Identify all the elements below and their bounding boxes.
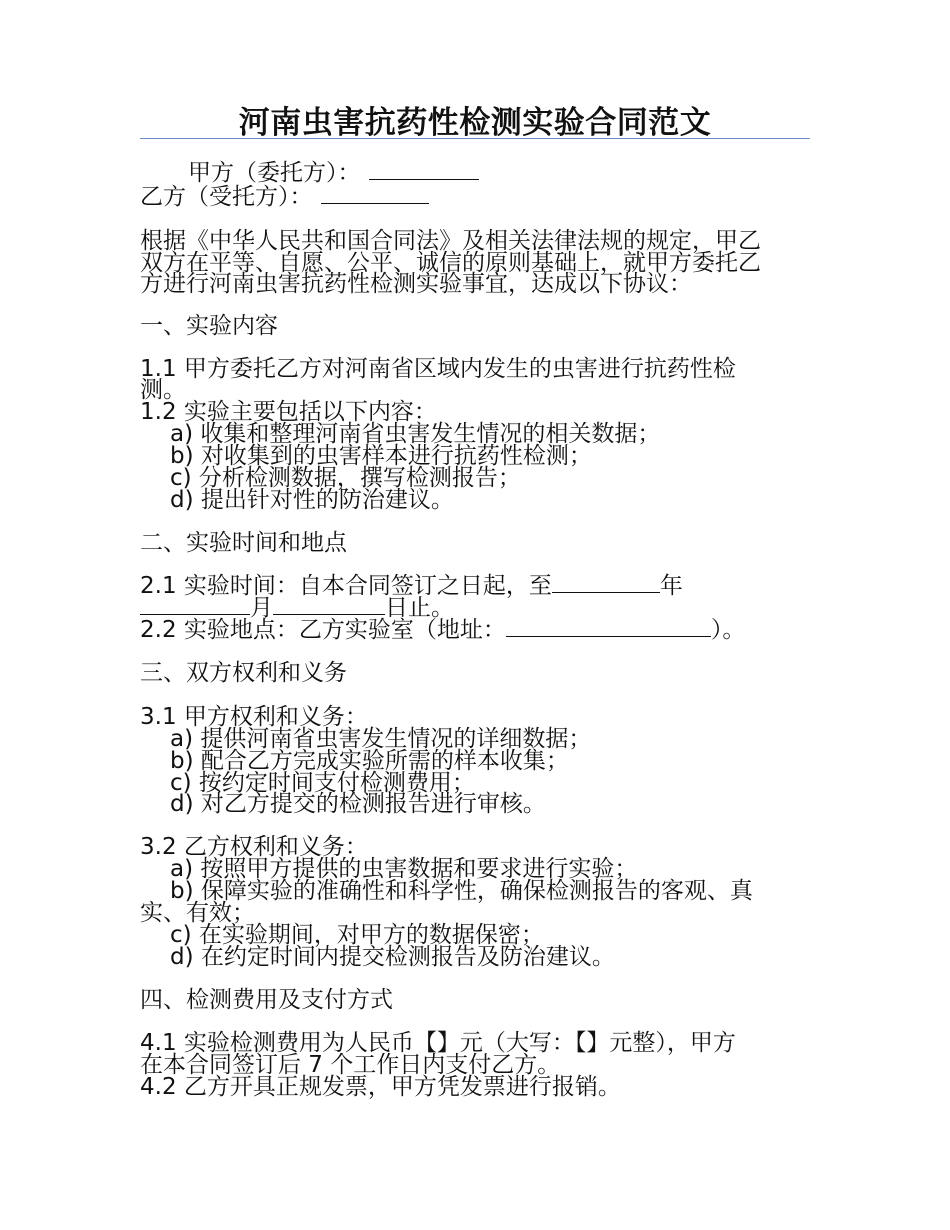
year-label: 年 [659, 573, 683, 599]
clause-text: 3.1 甲方权利和义务： [140, 704, 368, 730]
clause-text: 3.2 乙方权利和义务： [140, 834, 368, 860]
party-a-blank [369, 161, 479, 180]
section-heading: 四、检测费用及支付方式 [140, 987, 393, 1013]
list-item: b) 保障实验的准确性和科学性，确保检测报告的客观、真 [170, 878, 753, 904]
clause-text: 在本合同签订后 7 个工作日内支付乙方。 [140, 1052, 561, 1078]
list-item: c) 在实验期间，对甲方的数据保密； [170, 922, 544, 948]
list-item: a) 按照甲方提供的虫害数据和要求进行实验； [170, 856, 638, 882]
clause-text: 测。 [140, 377, 186, 403]
intro-line: 方进行河南虫害抗药性检测实验事宜，达成以下协议： [140, 271, 692, 297]
intro-line: 双方在平等、自愿、公平、诚信的原则基础上，就甲方委托乙 [140, 250, 761, 276]
end-day-blank [273, 596, 385, 615]
clause-text: 4.2 乙方开具正规发票，甲方凭发票进行报销。 [140, 1074, 621, 1100]
list-item: a) 收集和整理河南省虫害发生情况的相关数据； [170, 421, 661, 447]
party-a-line [188, 160, 479, 186]
list-item: d) 对乙方提交的检测报告进行审核。 [170, 791, 546, 817]
list-item: c) 分析检测数据，撰写检测报告； [170, 465, 521, 491]
end-year-blank [552, 574, 660, 593]
list-item: d) 在约定时间内提交检测报告及防治建议。 [170, 944, 615, 970]
party-b-blank [321, 185, 429, 204]
list-item: b) 配合乙方完成实验所需的样本收集； [170, 748, 569, 774]
day-label: 日止。 [385, 595, 454, 621]
list-item: b) 对收集到的虫害样本进行抗药性检测； [170, 443, 592, 469]
clause-text: 1.1 甲方委托乙方对河南省区域内发生的虫害进行抗药性检 [140, 356, 736, 382]
clause-text: ）。 [710, 617, 746, 643]
party-b-line [140, 184, 429, 210]
title-underline [140, 138, 810, 139]
party-b-label: 乙方（受托方）： [140, 184, 313, 210]
clause-2-2-line [140, 617, 745, 643]
party-a-label: 甲方（委托方）： [188, 160, 361, 186]
clause-text: 4.1 实验检测费用为人民币【】元（大写：【】元整），甲方 [140, 1030, 736, 1056]
month-label: 月 [250, 595, 273, 621]
section-heading: 二、实验时间和地点 [140, 530, 347, 556]
list-item: d) 提出针对性的防治建议。 [170, 487, 454, 513]
section-heading: 三、双方权利和义务 [140, 660, 347, 686]
clause-text: 2.1 实验时间：自本合同签订之日起，至 [140, 573, 552, 599]
address-blank [506, 618, 711, 637]
end-month-blank [140, 596, 250, 615]
document-title: 河南虫害抗药性检测实验合同范文 [238, 105, 712, 141]
section-heading: 一、实验内容 [140, 313, 278, 339]
list-item: 实、有效； [140, 900, 255, 926]
clause-text: 2.2 实验地点：乙方实验室（地址： [140, 617, 506, 643]
clause-text: 1.2 实验主要包括以下内容： [140, 399, 437, 425]
list-item: a) 提供河南省虫害发生情况的详细数据； [170, 726, 592, 752]
intro-line: 根据《中华人民共和国合同法》及相关法律法规的规定，甲乙 [140, 228, 761, 254]
list-item: c) 按约定时间支付检测费用； [170, 770, 475, 796]
